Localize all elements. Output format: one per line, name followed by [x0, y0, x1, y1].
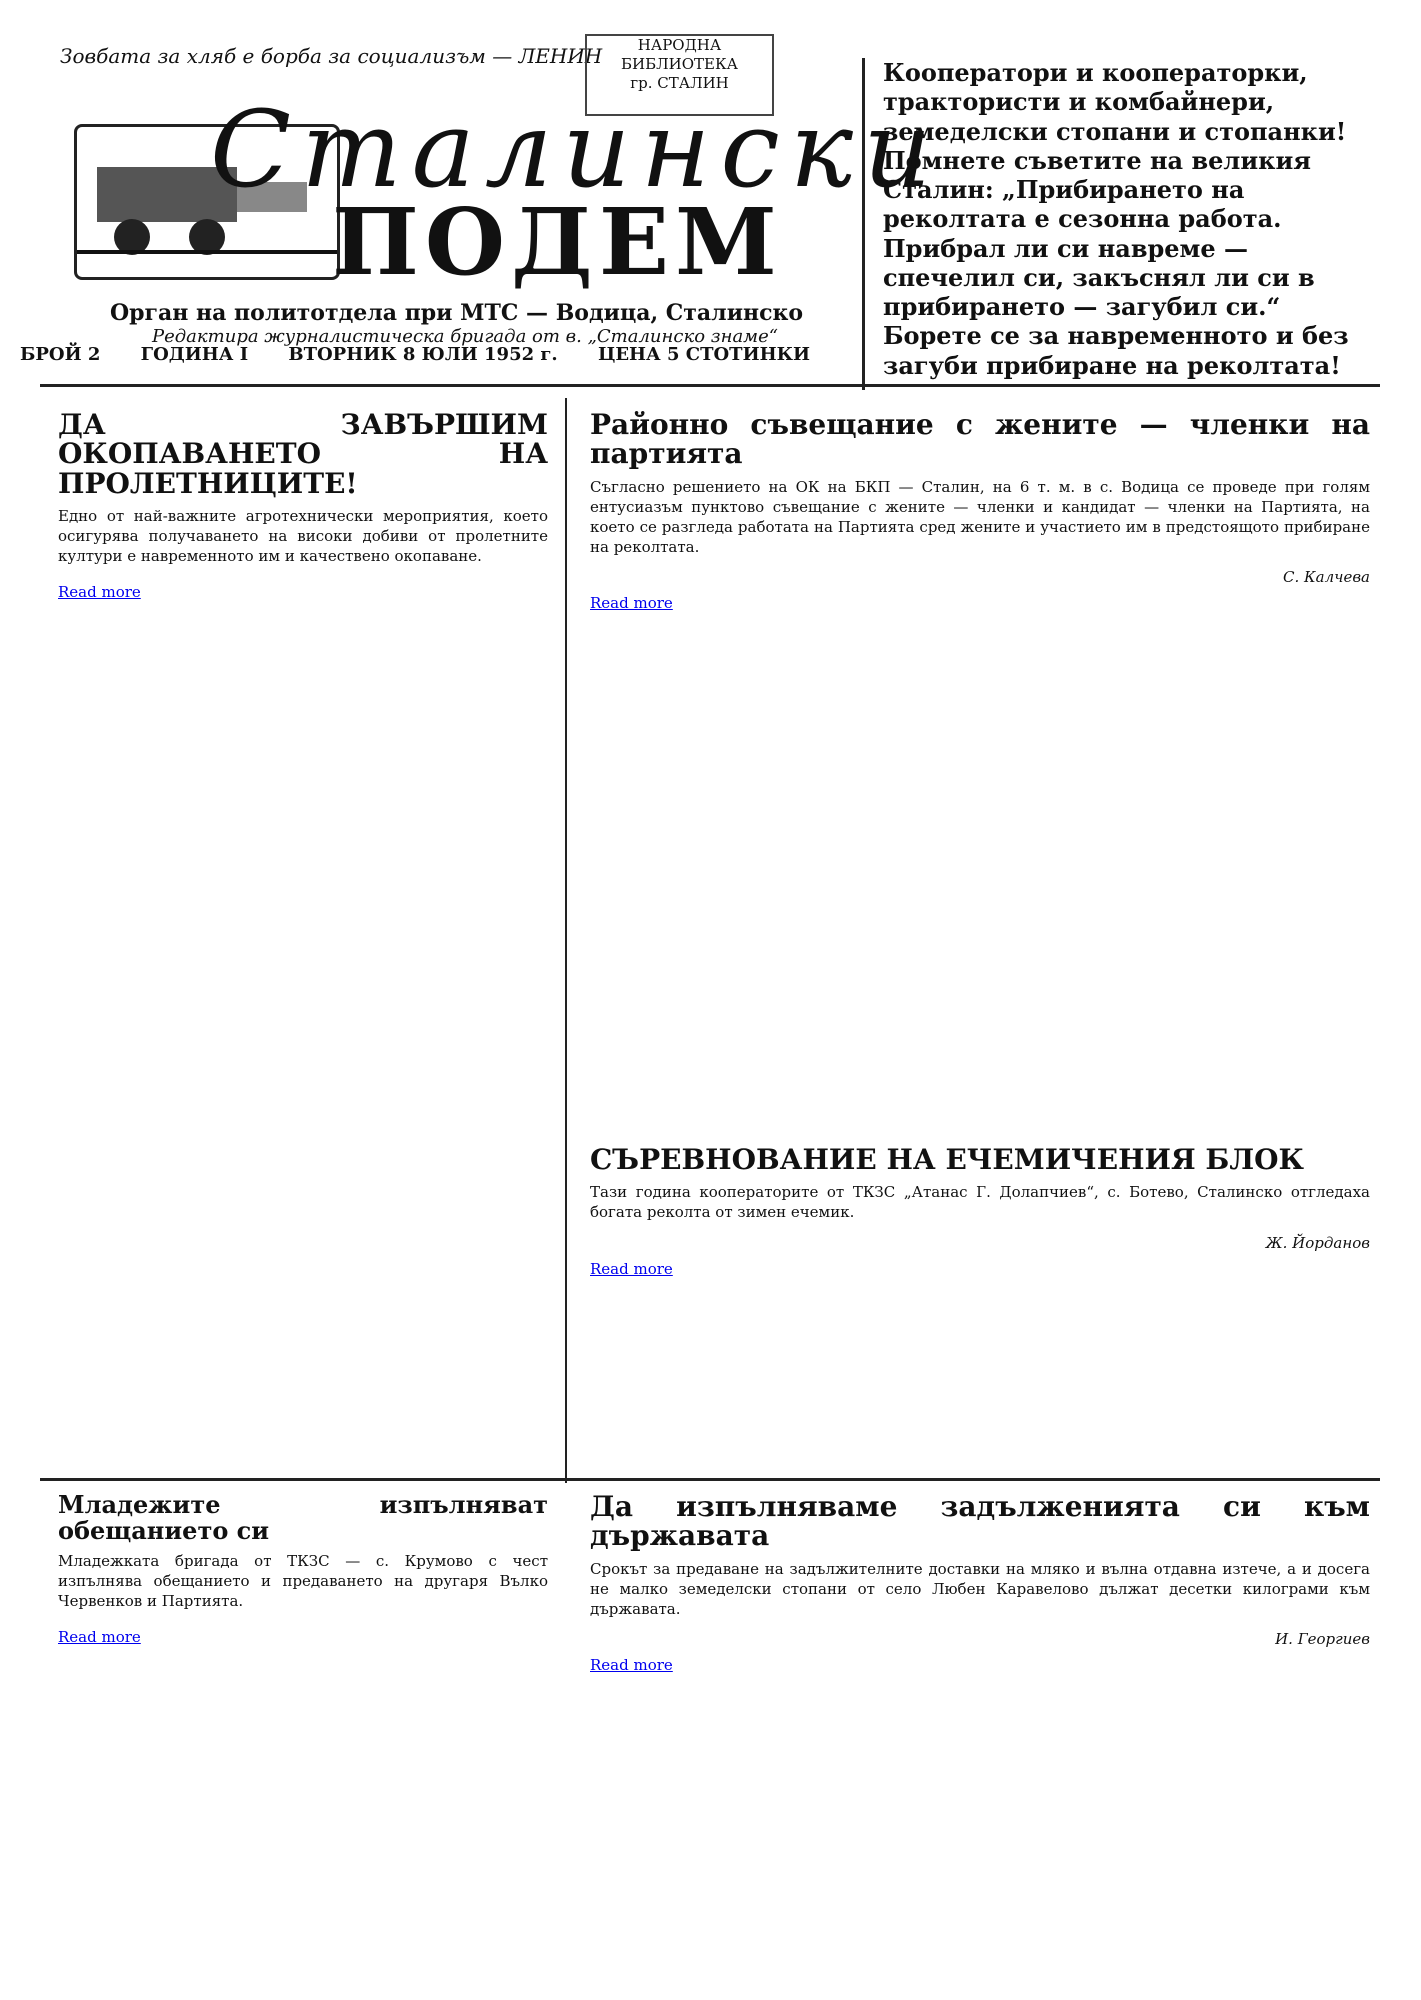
article-a5-title: Да изпълняваме задълженията си към държавата: [590, 1490, 1370, 1553]
article-a5: [590, 1492, 1370, 1675]
issue-line: [20, 344, 810, 365]
masthead-title-line-2: ПОДЕМ: [332, 188, 783, 296]
article-a1-title: ДА ЗАВЪРШИМ ОКОПАВАНЕТО НА ПРОЛЕТНИЦИТЕ!: [58, 408, 548, 500]
article-a4-text: Младежката бригада от ТКЗС — с. Крумово с чест изпълнява обещанието и предаването на другаря Вълко Червенков и Партията.: [58, 1551, 548, 1610]
issue-price: ЦЕНА 5 СТОТИНКИ: [597, 344, 810, 365]
article-a2-byline: С. Калчева: [1283, 568, 1370, 587]
issue-year: ГОДИНА I: [140, 344, 249, 365]
masthead: [40, 20, 942, 347]
quote-text: Кооператори и кооператорки, трактористи и комбайнери, земеделски стопани и стопанки! Помнете съветите на великия Сталин: „Прибирането на реколтата е сезонна работа. Прибрал ли си навреме — спечелил си, закъснял ли си в прибирането — загубил си.“ Борете се за навременното и без загуби прибиране на реколтата!: [883, 58, 1349, 380]
article-a4-read-more[interactable]: Read more: [58, 1628, 141, 1647]
article-a4: [58, 1492, 548, 1647]
editor-line: Редактира журналистическа бригада от в. „Сталинско знаме“: [152, 326, 778, 347]
article-a5-text: Срокът за предаване на задължителните доставки на мляко и вълна отдавна изтече, а и досега не малко земеделски стопани от село Любен Каравелово дължат десетки килограми към държавата.: [590, 1559, 1370, 1618]
column-divider-1: [565, 398, 567, 1483]
mid-rule: [40, 1478, 1380, 1481]
article-a3-text: Тази година кооператорите от ТКЗС „Атанас Г. Долапчиев“, с. Ботево, Сталинско отгледаха богата реколта от зимен ечемик.: [590, 1183, 1370, 1222]
stamp-line-2: БИБЛИОТЕКА: [621, 54, 738, 73]
stalin-quote-box: [862, 58, 1382, 390]
article-a3-title: СЪРЕВНОВАНИЕ НА ЕЧЕМИЧЕНИЯ БЛОК: [590, 1143, 1304, 1176]
article-a2-text: Съгласно решението на ОК на БКП — Сталин, на 6 т. м. в с. Водица се проведе при голям ентусиазъм пунктово съвещание с жените — членки и кандидат — членки на Партията, на което се разгледа работата на Партията сред жените и участието им в предстоящото прибиране на реколтата.: [590, 477, 1370, 557]
article-a1-text: Едно от най-важните агротехнически мероприятия, което осигурява получаването на високи добиви от пролетните култури е навременното им и качествено окопаване.: [58, 507, 548, 566]
article-a3-read-more[interactable]: Read more: [590, 1259, 673, 1278]
article-a1-read-more[interactable]: Read more: [58, 583, 141, 602]
article-a5-read-more[interactable]: Read more: [590, 1656, 673, 1675]
stamp-line-1: НАРОДНА: [637, 36, 722, 54]
issue-date: ВТОРНИК 8 ЮЛИ 1952 г.: [288, 344, 558, 365]
article-a2: [590, 410, 1370, 613]
article-a2-read-more[interactable]: Read more: [590, 594, 673, 613]
issue-number: БРОЙ 2: [20, 344, 101, 365]
stamp-line-3: гр. СТАЛИН: [630, 73, 729, 92]
article-a3-byline: Ж. Йорданов: [1265, 1233, 1370, 1252]
masthead-title-line-1: Сталински: [210, 88, 942, 211]
article-a5-byline: И. Георгиев: [1275, 1630, 1370, 1649]
article-a4-title: Младежите изпълняват обещанието си: [58, 1490, 548, 1546]
top-rule: [40, 384, 1380, 387]
motto: Зовбата за хляб е борба за социализъм — ЛЕНИН: [60, 44, 603, 68]
article-a3: [590, 1145, 1370, 1279]
organ-line: Орган на политотдела при МТС — Водица, Сталинско: [110, 300, 804, 326]
article-a2-title: Районно съвещание с жените — членки на партията: [590, 408, 1370, 471]
article-a1: [58, 410, 548, 603]
